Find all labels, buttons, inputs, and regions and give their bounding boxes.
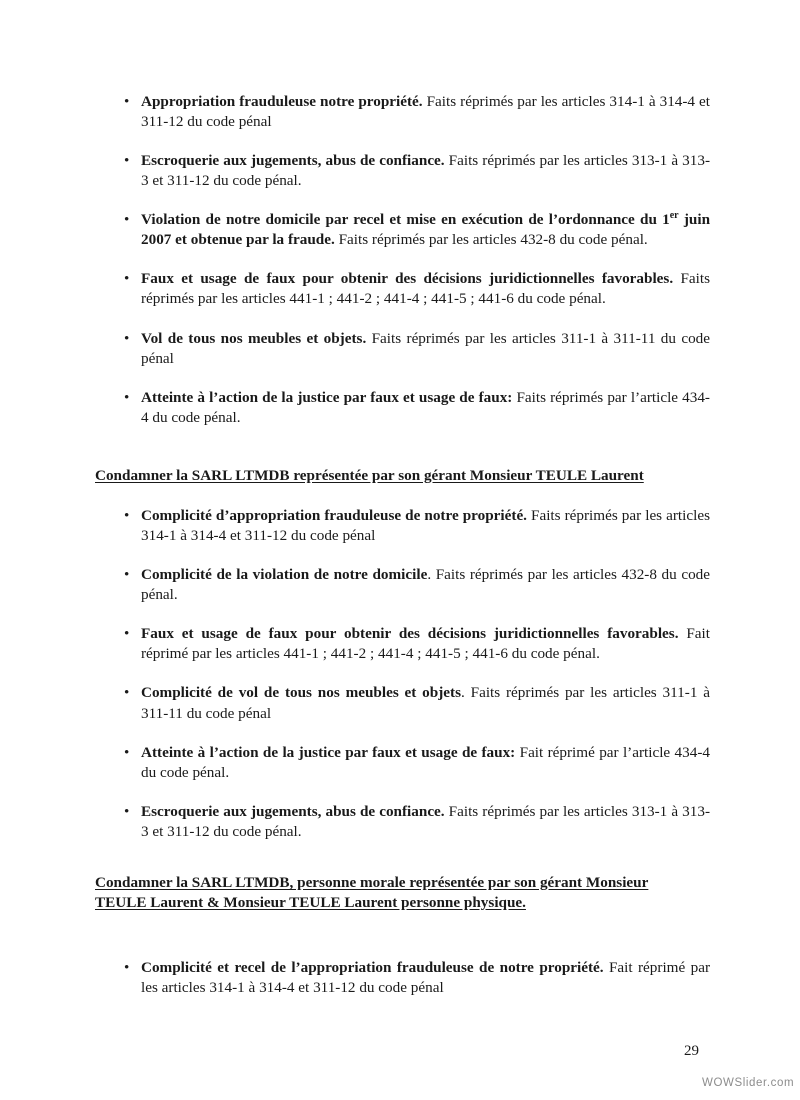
charge-reference: Faits réprimés par les articles 313-1 à 313-3 et 311-12 du code pénal. (141, 152, 711, 190)
bullet-point-icon: • (124, 625, 130, 643)
bullet-point-icon: • (124, 684, 130, 702)
section-heading-1-text: Condamner la SARL LTMDB représentée par son gérant Monsieur TEULE Laurent (95, 466, 644, 484)
page-number: 29 (684, 1043, 699, 1059)
bullet-point-icon: • (124, 743, 130, 761)
charge-title: Escroquerie aux jugements, abus de confiance. (141, 152, 445, 170)
watermark: WOWSlider.com (702, 1077, 795, 1089)
charge-reference: Fait réprimé par l’article 434-4 du code pénal. (141, 743, 710, 781)
list-item (95, 743, 710, 783)
list-item (95, 92, 710, 132)
charge-title: Atteinte à l’action de la justice par faux et usage de faux: (141, 388, 513, 406)
charge-list-group-2 (95, 506, 710, 842)
charge-reference: Faits réprimés par les articles 314-1 à 314-4 et 311-12 du code pénal (141, 93, 710, 131)
charge-title: Faux et usage de faux pour obtenir des décisions juridictionnelles favorables. (141, 270, 674, 288)
charge-title: Vol de tous nos meubles et objets. (141, 329, 367, 347)
document-body (95, 92, 710, 998)
list-item (95, 329, 710, 369)
section-heading-2-line-1: Condamner la SARL LTMDB, personne morale représentée par son gérant Monsieur (95, 873, 649, 891)
charge-title: Complicité de la violation de notre domicile (141, 566, 428, 584)
bullet-point-icon: • (124, 329, 130, 347)
charge-list-group-3 (95, 958, 710, 998)
bullet-point-icon: • (124, 93, 130, 110)
charge-reference: Fait réprimé par les articles 314-1 à 314-4 et 311-12 du code pénal (141, 958, 710, 996)
bullet-point-icon: • (124, 802, 130, 820)
section-heading-2 (95, 873, 710, 914)
charge-reference: Faits réprimés par les articles 432-8 du code pénal. (334, 231, 648, 249)
charge-title: Faux et usage de faux pour obtenir des décisions juridictionnelles favorables. (141, 625, 679, 643)
list-item (95, 388, 710, 428)
charge-title: Complicité d’appropriation frauduleuse de notre propriété. (141, 507, 527, 525)
charge-title: Complicité et recel de l’appropriation frauduleuse de notre propriété. (141, 958, 604, 976)
list-item (95, 958, 710, 998)
list-item (95, 624, 710, 664)
section-heading-1 (95, 466, 710, 486)
charge-reference: Faits réprimés par les articles 441-1 ; 441-2 ; 441-4 ; 441-5 ; 441-6 du code pénal. (141, 270, 710, 308)
bullet-point-icon: • (124, 566, 130, 584)
list-item (95, 565, 710, 605)
charge-reference: Faits réprimés par les articles 314-1 à 314-4 et 311-12 du code pénal (141, 507, 710, 545)
section-heading-2-line-2: TEULE Laurent & Monsieur TEULE Laurent personne physique. (95, 894, 526, 912)
charge-reference: Faits réprimés par les articles 313-1 à 313-3 et 311-12 du code pénal. (141, 802, 711, 840)
bullet-point-icon: • (124, 507, 130, 525)
charge-list-group-1 (95, 92, 710, 428)
charge-title: Complicité de vol de tous nos meubles et objets (141, 684, 461, 702)
list-item (95, 683, 710, 723)
bullet-point-icon: • (124, 211, 130, 229)
charge-title: Atteinte à l’action de la justice par faux et usage de faux: (141, 743, 516, 761)
bullet-point-icon: • (124, 958, 130, 976)
charge-title-part-1: Violation de notre domicile par recel et mise en exécution de l’ordonnance du 1 (141, 211, 670, 229)
list-item (95, 151, 710, 191)
charge-reference: . Faits réprimés par les articles 311-1 à 311-11 du code pénal (141, 684, 710, 722)
list-item (95, 269, 710, 309)
ordinal-superscript: er (669, 210, 679, 222)
bullet-point-icon: • (124, 270, 130, 288)
charge-reference: Faits réprimés par les articles 311-1 à 311-11 du code pénal (141, 329, 710, 367)
charge-reference: . Faits réprimés par les articles 432-8 du code pénal. (141, 566, 710, 604)
bullet-point-icon: • (124, 388, 130, 406)
bullet-point-icon: • (124, 152, 130, 170)
list-item (95, 506, 710, 546)
charge-title-part-2: juin 2007 et obtenue par la fraude. (141, 211, 711, 249)
list-item (95, 802, 710, 842)
charge-reference: Faits réprimés par l’article 434-4 du code pénal. (141, 388, 710, 426)
charge-title: Appropriation frauduleuse notre propriété. (141, 93, 423, 110)
list-item (95, 210, 710, 250)
charge-title: Escroquerie aux jugements, abus de confiance. (141, 802, 445, 820)
charge-reference: Fait réprimé par les articles 441-1 ; 441-2 ; 441-4 ; 441-5 ; 441-6 du code pénal. (141, 625, 710, 663)
